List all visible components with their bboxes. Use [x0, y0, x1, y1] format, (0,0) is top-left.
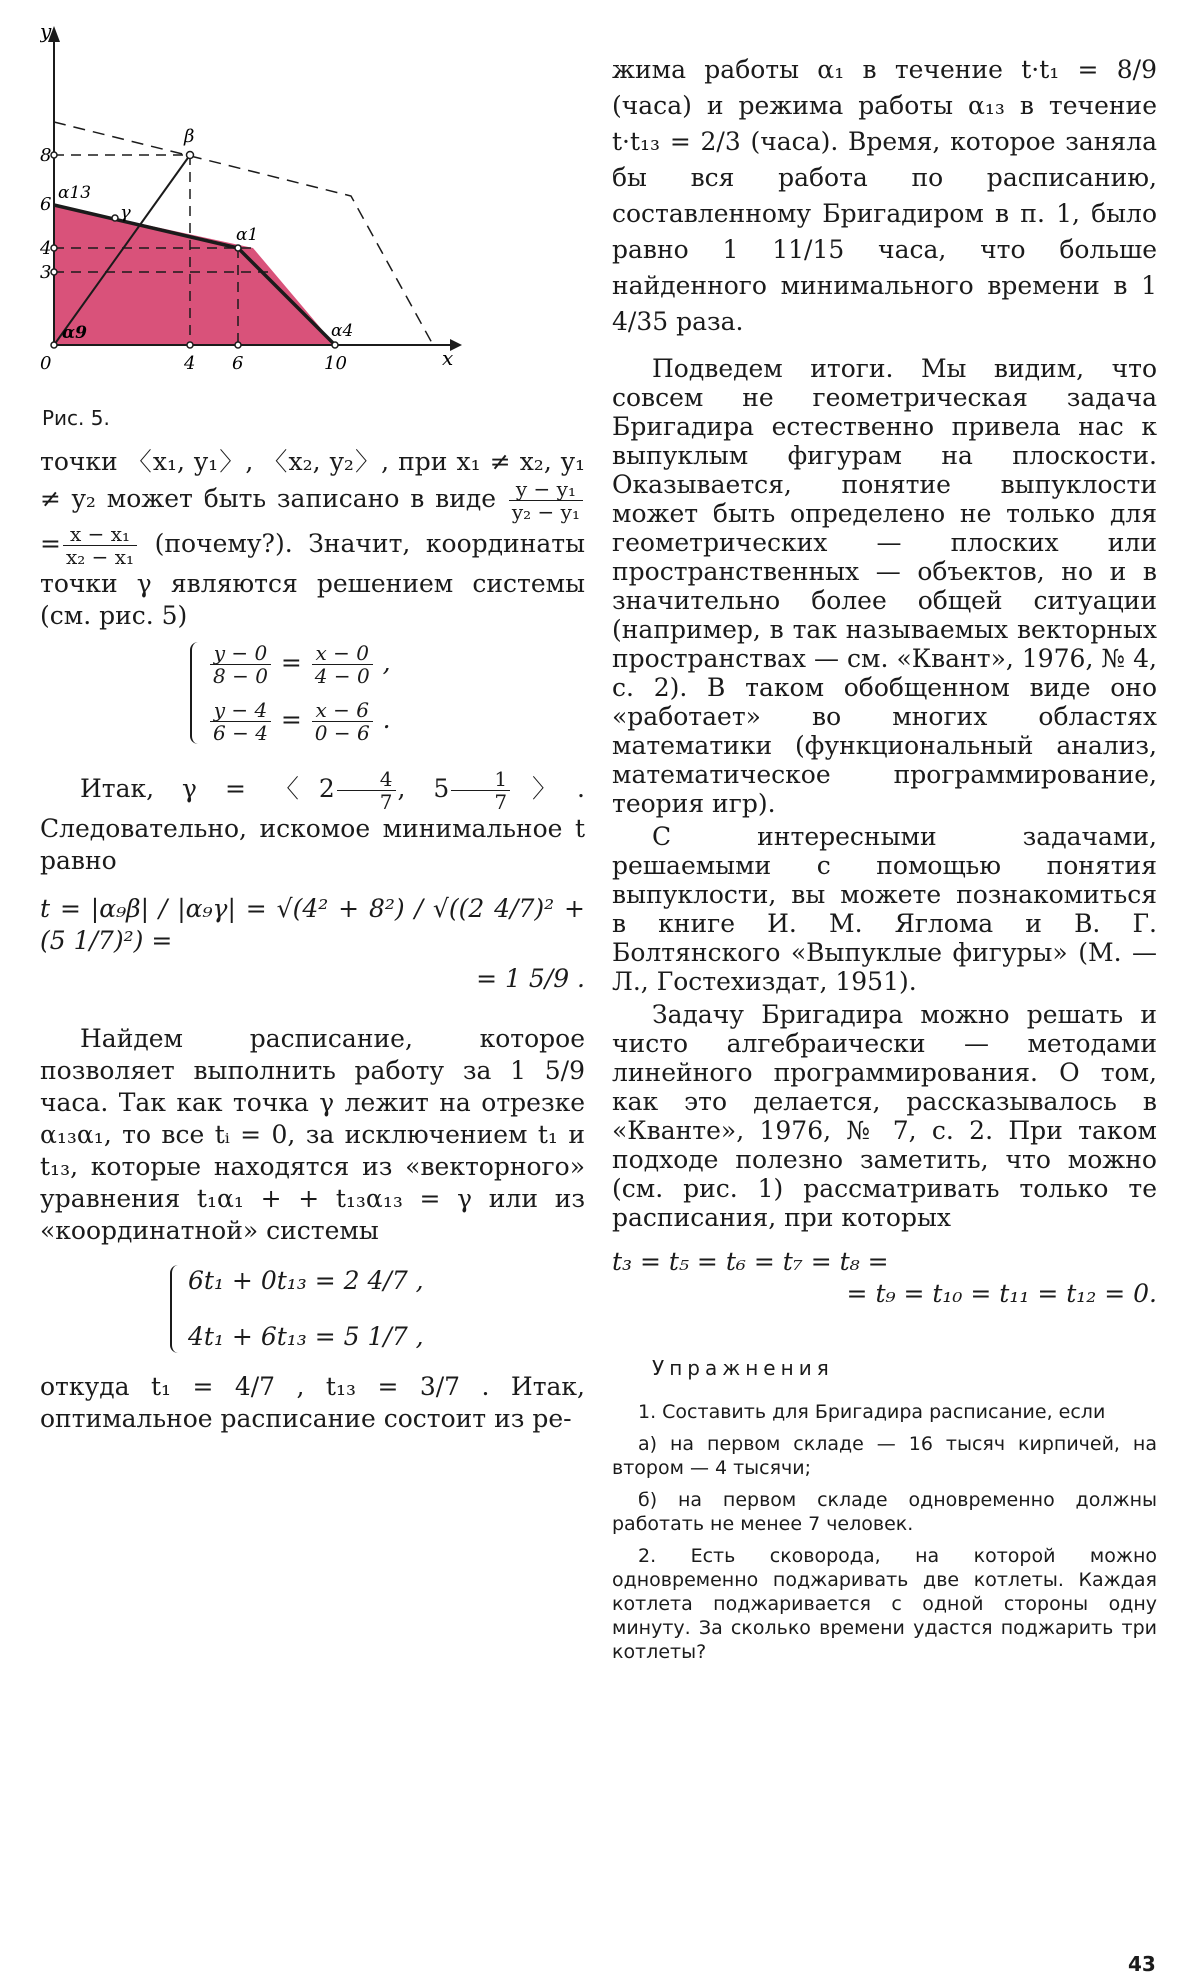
feasible-region	[54, 205, 335, 345]
label-a9: α9	[62, 323, 87, 343]
tick-y-6: 6	[40, 194, 52, 215]
system-1-line-1: $\frac{y - 0}{8 - 0}$ = $\frac{x - 0}{4 - 0}$ ,	[208, 642, 391, 687]
t-formula: t = |α₉β| / |α₉γ| = √(4² + 8²) / √((2 4/7)² + (5 1/7)²) =	[40, 894, 585, 955]
label-beta: β	[184, 126, 195, 147]
label-a1: α1	[236, 225, 259, 245]
system-1-line-2: $\frac{y - 4}{6 - 4}$ = $\frac{x - 6}{0 - 6}$ .	[208, 699, 391, 744]
tick-y-3: 3	[40, 262, 52, 283]
brace-2	[170, 1265, 182, 1353]
right-paragraph-3: С интересными задачами, решаемыми с помощью понятия выпуклости, вы можете познакомиться в книге И. М. Яглома и В. Г. Болтянского «Выпуклые фигуры» (М. — Л., Гостехиздат, 1951).	[612, 822, 1157, 996]
tick-x-10: 10	[324, 353, 347, 374]
label-gamma: γ	[120, 202, 131, 223]
right-column	[612, 52, 1157, 1672]
p1-end-text: (почему?). Значит, координаты точки γ являются решением системы (см. рис. 5)	[40, 529, 585, 630]
system-2-line-1: 6t₁ + 0t₁₃ = 2 4/7 ,	[188, 1266, 424, 1295]
left-paragraph-4: откуда t₁ = 4/7 , t₁₃ = 3/7 . Итак, оптимальное расписание состоит из ре-	[40, 1372, 585, 1433]
tick-y-4: 4	[40, 238, 52, 259]
t-result: = 1 5/9 .	[476, 964, 585, 993]
point-x4	[187, 342, 193, 348]
figure-caption: Рис. 5.	[42, 406, 110, 430]
exercise-2: 2. Есть сковорода, на которой можно одновременно поджаривать две котлеты. Каждая котлета поджаривается с одной стороны одну минуту. За сколько времени удастся поджарить три котлеты?	[612, 1545, 1157, 1663]
left-paragraph-3: Найдем расписание, которое позволяет выполнить работу за 1 5/9 часа. Так как точка γ лежит на отрезке α₁₃α₁, то все tᵢ = 0, за исключением t₁ и t₁₃, которые находятся из «векторного» уравнения t₁α₁ + + t₁₃α₁₃ = γ или из «координатной» системы	[40, 1024, 585, 1245]
p1-text: точки 〈x₁, y₁〉, 〈x₂, y₂〉, при x₁ ≠ x₂, y₁ ≠ y₂ может быть записано в виде	[40, 447, 585, 513]
right-text	[612, 52, 1157, 1310]
frac-y: $\frac{\text{y − y₁}}{\text{y₂ − y₁}}$	[509, 478, 583, 523]
equation-line-1: t₃ = t₅ = t₆ = t₇ = t₈ =	[612, 1247, 889, 1276]
label-a13: α13	[58, 183, 92, 203]
exercises-title: Упражнения	[652, 1356, 834, 1380]
point-beta	[187, 152, 194, 159]
brace-1	[190, 642, 202, 744]
system-2-line-2: 4t₁ + 6t₁₃ = 5 1/7 ,	[188, 1322, 424, 1351]
left-column	[40, 20, 585, 1435]
exercise-1b: б) на первом складе одновременно должны работать не менее 7 человек.	[612, 1489, 1157, 1535]
point-y3	[51, 269, 57, 275]
equals-sign: =	[40, 529, 61, 558]
point-x10	[332, 342, 338, 348]
system-1	[190, 642, 585, 744]
left-text	[40, 446, 585, 1435]
left-paragraph-2: Итак, γ = 〈2 $\frac{4}{7}$ , 5 $\frac{1}{7}$ 〉. Следовательно, искомое минимальное t равно	[40, 767, 585, 875]
system-2	[170, 1265, 585, 1353]
tick-y-8: 8	[40, 145, 52, 166]
label-origin: 0	[40, 353, 52, 374]
point-x6	[235, 342, 241, 348]
tick-x-6: 6	[232, 353, 244, 374]
label-y-axis: y	[40, 20, 52, 43]
label-x-axis: x	[442, 346, 454, 370]
exercise-1: 1. Составить для Бригадира расписание, если	[638, 1401, 1106, 1423]
point-a1	[235, 245, 241, 251]
right-paragraph-2: Подведем итоги. Мы видим, что совсем не геометрическая задача Бригадира естественно привела нас к выпуклым фигурам на плоскости. Оказывается, понятие выпуклости может быть определено не только для геометрических — плоских или пространственных — объектов, но и в значительно более общей ситуации (например, в так называемых векторных пространствах — см. «Квант», 1976, № 4, с. 2). В таком обобщенном виде оно «работает» во многих областях математики (функциональный анализ, математическое программирование, теория игр).	[612, 354, 1157, 818]
frac-x: $\frac{\text{x − x₁}}{\text{x₂ − x₁}}$	[63, 523, 137, 568]
page-number: 43	[1128, 1952, 1156, 1976]
label-a4: α4	[331, 321, 354, 341]
right-paragraph-4: Задачу Бригадира можно решать и чисто алгебраически — методами линейного программирования. О том, как это делается, рассказывалось в «Кванте», 1976, № 7, с. 2. При таком подходе полезно заметить, что можно (см. рис. 1) рассматривать только те расписания, при которых	[612, 1000, 1157, 1232]
point-y4	[51, 245, 57, 251]
left-paragraph-1	[40, 446, 585, 632]
figure-5-graph	[40, 20, 580, 400]
tick-x-4: 4	[184, 353, 196, 374]
point-gamma	[112, 215, 118, 221]
right-paragraph-1: жима работы α₁ в течение t·t₁ = 8/9 (часа) и режима работы α₁₃ в течение t·t₁₃ = 2/3 (часа). Время, которое заняла бы вся работа по расписанию, составленному Бригадиром в п. 1, было равно 1 11/15 часа, что больше найденного минимального времени в 1 4/35 раза.	[612, 55, 1157, 336]
point-a9	[51, 342, 57, 348]
point-y8	[51, 152, 57, 158]
exercise-1a: а) на первом складе — 16 тысяч кирпичей, на втором — 4 тысячи;	[612, 1433, 1157, 1479]
equation-line-2: = t₉ = t₁₀ = t₁₁ = t₁₂ = 0.	[846, 1279, 1157, 1308]
